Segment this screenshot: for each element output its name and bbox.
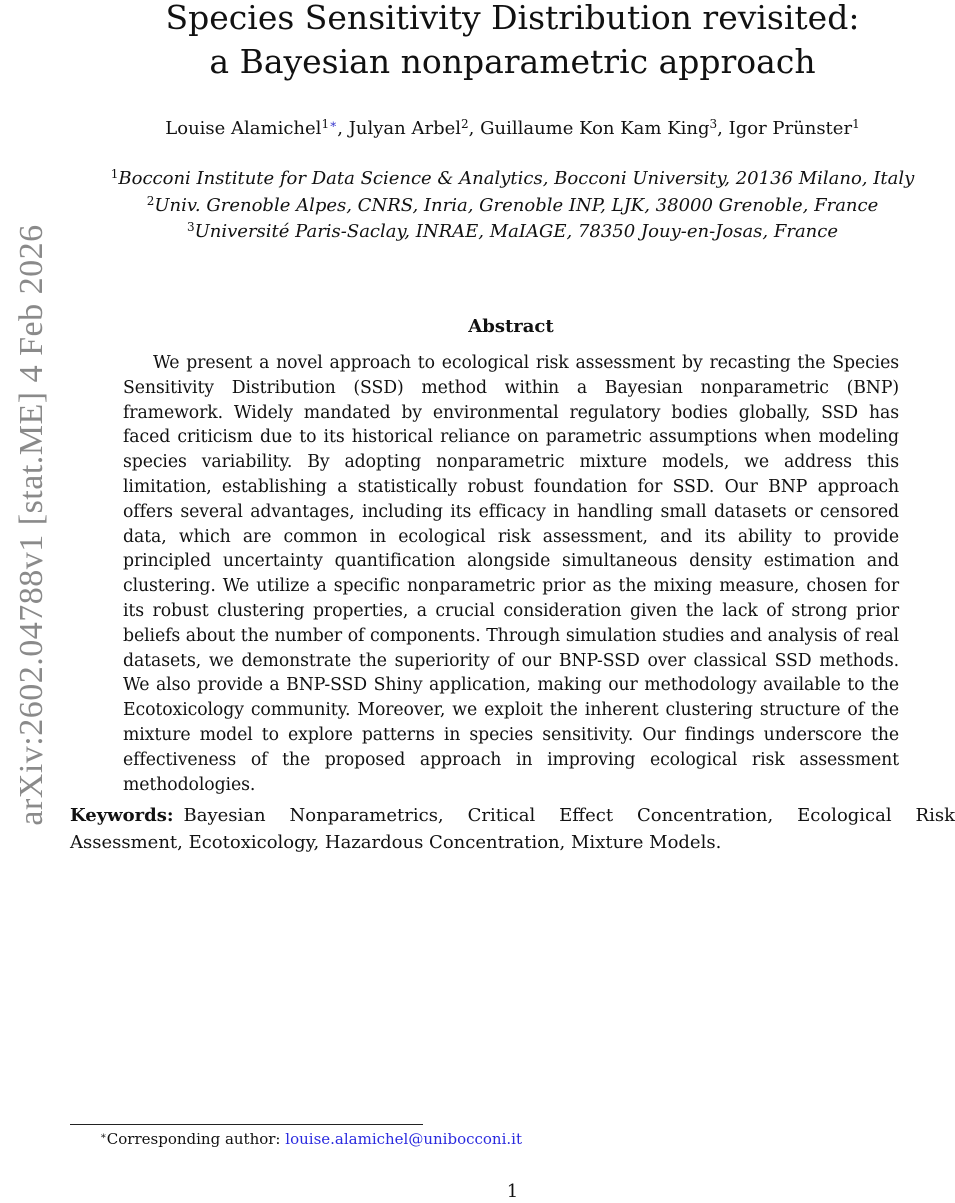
affiliation-text: Univ. Grenoble Alpes, CNRS, Inria, Grenoble INP, LJK, 38000 Grenoble, France — [154, 194, 879, 216]
title-line-2: a Bayesian nonparametric approach — [209, 42, 816, 81]
page-number: 1 — [506, 1181, 519, 1202]
affiliation-list — [70, 166, 955, 246]
footnote-label: Corresponding author: — [106, 1130, 281, 1148]
affiliation-mark: 1 — [110, 167, 119, 181]
affiliation-text: Bocconi Institute for Data Science & Analytics, Bocconi University, 20136 Milano, Italy — [118, 168, 915, 189]
paper-title — [70, 0, 955, 84]
corresponding-author-email-link[interactable]: louise.alamichel@unibocconi.it — [285, 1130, 522, 1148]
author-separator: , — [468, 118, 481, 139]
corresponding-author-link[interactable]: ∗ — [329, 117, 338, 131]
affiliation-line — [70, 166, 955, 193]
arxiv-identifier-stamp: arXiv:2602.04788v1 [stat.ME] 4 Feb 2026 — [13, 224, 50, 826]
author-name: Guillaume Kon Kam King — [480, 118, 710, 139]
affiliation-mark: 3 — [186, 220, 195, 234]
abstract-heading: Abstract — [468, 316, 554, 337]
footnote-mark: ∗ — [100, 1131, 107, 1142]
keywords-label: Keywords: — [70, 805, 174, 826]
footnote-divider — [70, 1124, 423, 1125]
affiliation-mark: 2 — [146, 193, 155, 208]
affiliation-line — [70, 219, 955, 246]
author-name: Igor Prünster — [728, 118, 853, 139]
keywords-section — [70, 803, 955, 856]
keywords-text: Bayesian Nonparametrics, Critical Effect Concentration, Ecological Risk Assessment, Ecotoxicology, Hazardous Concentration, Mixture Models. — [70, 805, 955, 853]
author-list — [70, 116, 955, 142]
title-line-1: Species Sensitivity Distribution revisited: — [165, 0, 860, 37]
author-affiliation-mark: 1 — [321, 117, 330, 131]
author-separator: , — [337, 118, 349, 139]
footnote — [100, 1129, 522, 1149]
abstract-body: We present a novel approach to ecological risk assessment by recasting the Species Sensitivity Distribution (SSD) method within a Bayesian nonparametric (BNP) framework. Widely mandated by environmental regulatory bodies globally, SSD has faced criticism due to its historical reliance on parametric assumptions when modeling species variability. By adopting nonparametric mixture models, we address this limitation, establishing a statistically robust foundation for SSD. Our BNP approach offers several advantages, including its efficacy in handling small datasets or censored data, which are common in ecological risk assessment, and its ability to provide principled uncertainty quantification alongside simultaneous density estimation and clustering. We utilize a specific nonparametric prior as the mixing measure, chosen for its robust clustering properties, a crucial consideration given the lack of strong prior beliefs about the number of components. Through simulation studies and analysis of real datasets, we demonstrate the superiority of our BNP-SSD over classical SSD methods. We also provide a BNP-SSD Shiny application, making our methodology available to the Ecotoxicology community. Moreover, we exploit the inherent clustering structure of the mixture model to explore patterns in species sensitivity. Our findings underscore the effectiveness of the proposed approach in improving ecological risk assessment methodologies. — [123, 353, 899, 795]
author-name: Louise Alamichel — [165, 118, 322, 139]
author-affiliation-mark: 2 — [461, 117, 469, 131]
affiliation-text: Université Paris-Saclay, INRAE, MaIAGE, 78350 Jouy-en-Josas, France — [194, 221, 839, 242]
affiliation-line — [70, 193, 955, 220]
author-name: Julyan Arbel — [348, 118, 462, 139]
author-affiliation-mark: 1 — [852, 117, 860, 131]
author-separator: , — [717, 118, 729, 139]
author-affiliation-mark: 3 — [709, 117, 718, 131]
